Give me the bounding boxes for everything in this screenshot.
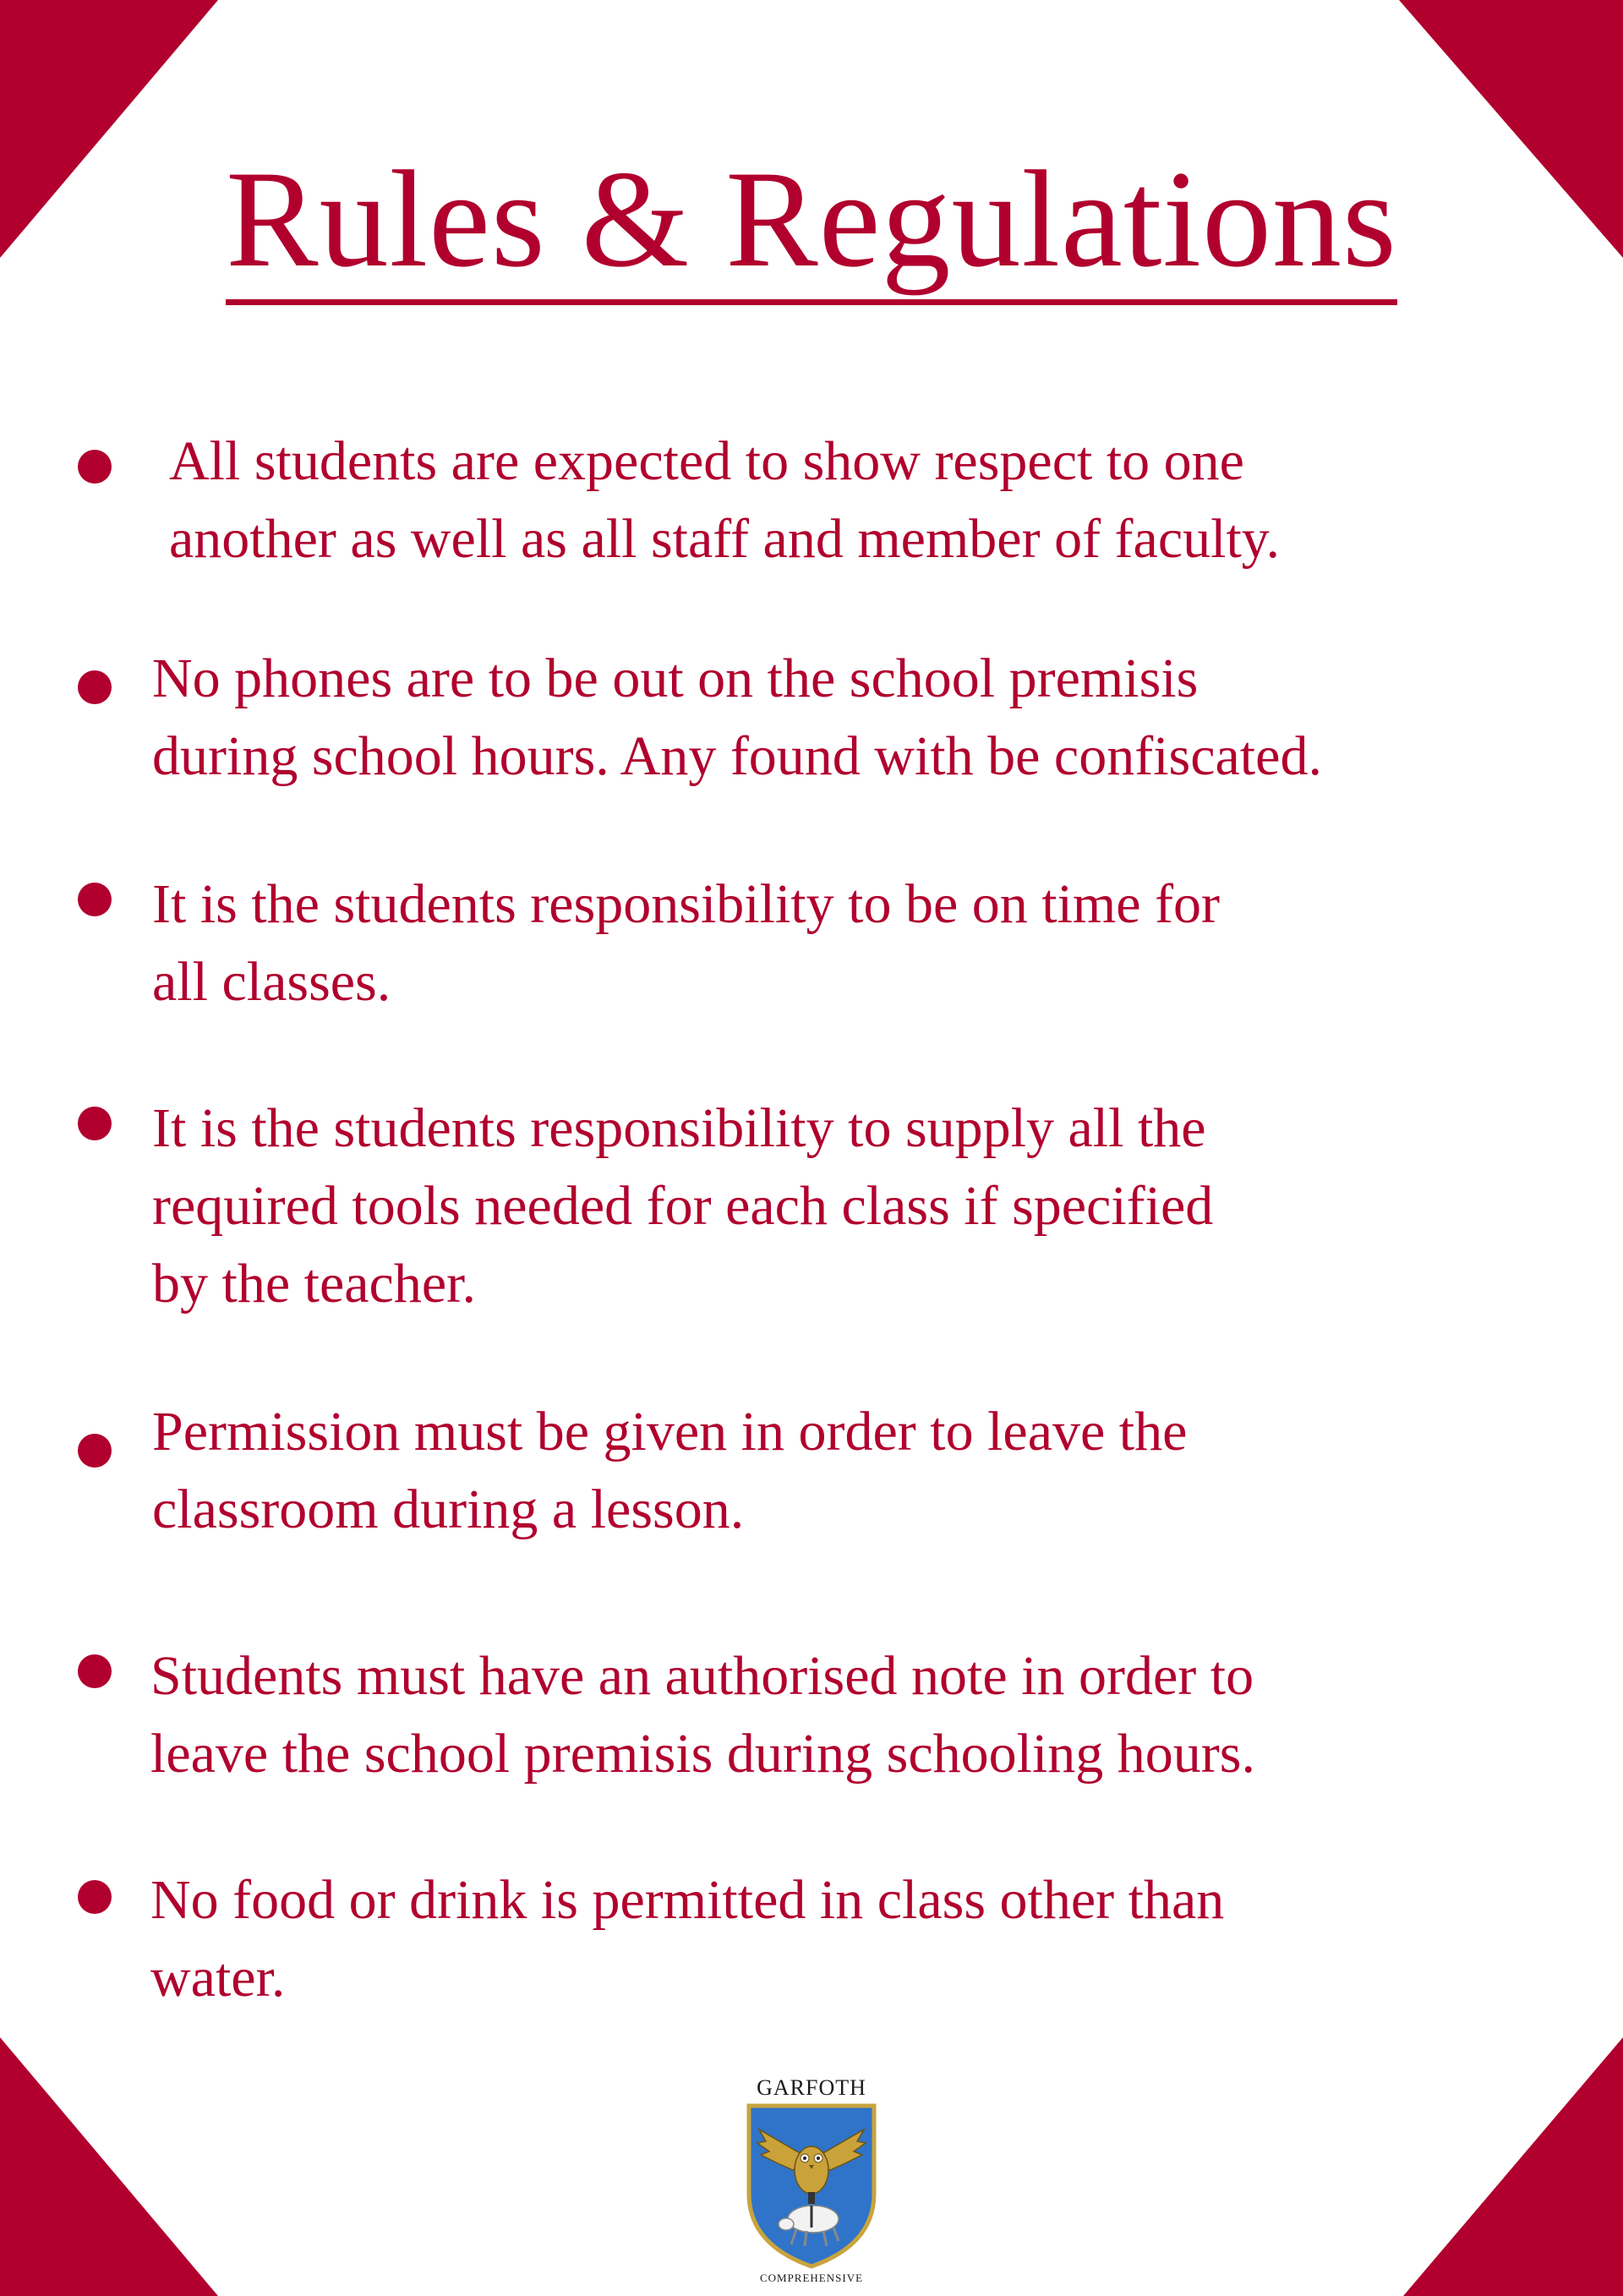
rule-text: No phones are to be out on the school premisis during school hours. Any found with be confiscated. [152,648,1322,787]
rule-text: It is the students responsibility to be on time for all classes. [152,873,1221,1013]
corner-decoration-bottom-right [1403,2037,1623,2296]
rule-text: Permission must be given in order to leave the classroom during a lesson. [152,1401,1188,1540]
rule-text: Students must have an authorised note in order to leave the school premisis during schooling hours. [150,1645,1255,1785]
bullet-icon [78,1880,112,1914]
bullet-icon [78,1107,112,1140]
page-title-text: Rules & Regulations [226,144,1397,305]
rule-text: All students are expected to show respect to one another as well as all staff and member of faculty. [169,430,1281,570]
bullet-icon [78,1434,112,1468]
corner-decoration-bottom-left [0,2037,220,2296]
bullet-icon [78,883,112,916]
school-crest [735,2075,888,2287]
crest-name-bottom: COMPREHENSIVE [759,2271,864,2284]
owl-shield-icon [744,2101,879,2270]
bullet-icon [78,670,112,704]
bullet-icon [78,1654,112,1688]
crest-name-top: GARFOTH [757,2075,866,2100]
rule-text: It is the students responsibility to supply all the required tools needed for each class if specified by the teacher. [152,1097,1214,1315]
rule-text: No food or drink is permitted in class other than water. [150,1869,1225,2009]
page-title [0,144,1623,305]
bullet-icon [78,450,112,484]
